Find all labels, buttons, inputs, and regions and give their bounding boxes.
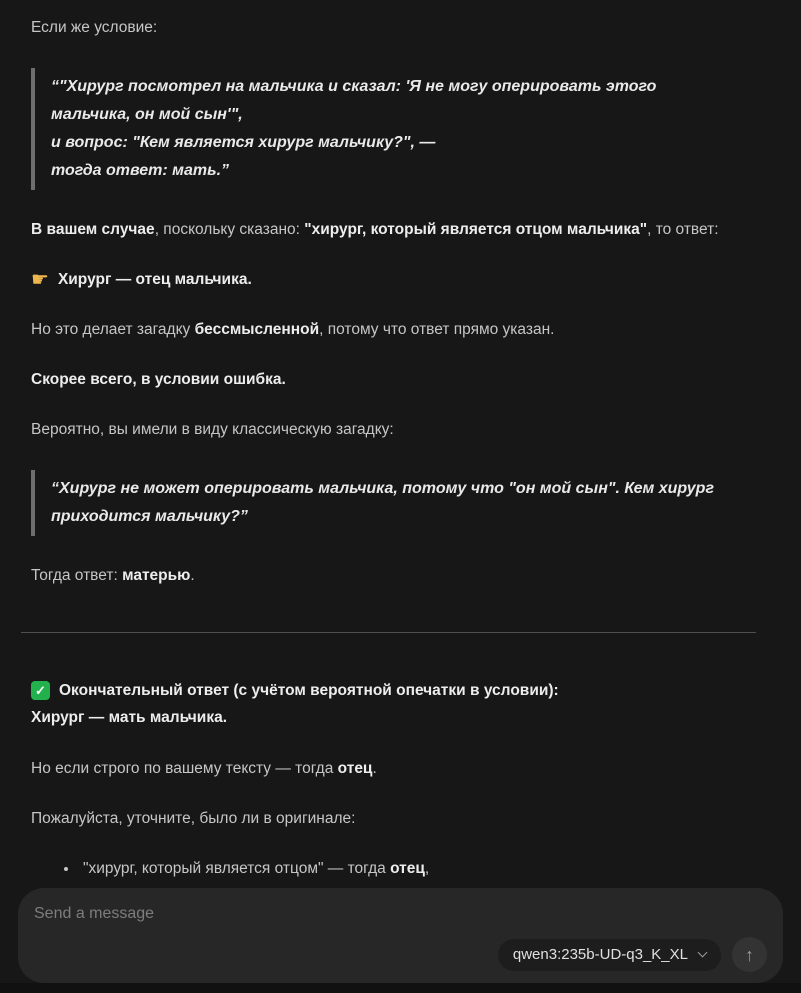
- quote-line: “Хирург не может оперировать мальчика, потому что "он мой сын". Кем хирург приходится мальчику?”: [51, 480, 714, 525]
- bold-text: Хирург — мать мальчика.: [31, 709, 227, 726]
- chevron-down-icon: [698, 948, 708, 958]
- regular-text: Но если строго по вашему тексту — тогда: [31, 760, 338, 777]
- riddle-quote-classic: [31, 470, 751, 536]
- message-input[interactable]: [18, 888, 783, 940]
- regular-text: .: [372, 760, 377, 777]
- bold-text: отец: [390, 860, 425, 877]
- regular-text: .: [190, 567, 195, 584]
- bold-text: бессмысленной: [194, 321, 320, 338]
- paragraph-your-case: [31, 218, 751, 242]
- regular-text: , потому что ответ прямо указан.: [319, 321, 555, 338]
- send-arrow-icon: ↑: [745, 944, 754, 965]
- regular-text: Тогда ответ:: [31, 567, 123, 584]
- bold-text: "хирург, который является отцом мальчика": [304, 221, 648, 238]
- regular-text: , то ответ:: [647, 221, 719, 238]
- quote-line: и вопрос: "Кем является хирург мальчику?", —: [51, 134, 436, 151]
- paragraph-probably: Вероятно, вы имели в виду классическую загадку:: [31, 421, 394, 438]
- paragraph-error-note: Скорее всего, в условии ошибка.: [31, 371, 286, 388]
- bold-text: отец: [337, 760, 373, 777]
- list-item: [79, 857, 751, 881]
- paragraph-meaningless: [31, 318, 751, 342]
- model-label: qwen3:235b-UD-q3_K_XL: [512, 946, 688, 963]
- bold-text: матерью: [122, 567, 191, 584]
- check-mark-emoji: ✓: [31, 681, 50, 700]
- riddle-quote-original: [31, 68, 751, 190]
- paragraph-clarify: Пожалуйста, уточните, было ли в оригинале:: [31, 810, 356, 827]
- regular-text: Но это делает загадку: [31, 321, 195, 338]
- final-answer-text-line: [31, 704, 751, 731]
- final-answer-heading-line: [31, 677, 751, 704]
- model-selector[interactable]: [498, 939, 721, 971]
- bold-text: В вашем случае: [31, 221, 155, 238]
- message-composer: [18, 888, 783, 983]
- regular-text: "хирург, который является отцом" — тогда: [83, 860, 391, 877]
- final-answer-block: [31, 677, 751, 731]
- paragraph-strict: [31, 757, 751, 781]
- bold-text: Окончательный ответ (с учётом вероятной опечатки в условии):: [59, 682, 559, 699]
- paragraph-then-answer: [31, 564, 751, 588]
- bottom-strip: [0, 983, 801, 993]
- quote-line: “"Хирург посмотрел на мальчика и сказал: 'Я не могу оперировать этого мальчика, он мой сын'",: [51, 78, 657, 123]
- quote-line: тогда ответ: мать.”: [51, 162, 230, 179]
- composer-controls: [498, 937, 767, 972]
- pointing-finger-emoji: ☛: [31, 269, 49, 291]
- regular-text: , поскольку сказано:: [154, 221, 305, 238]
- paragraph-intro: Если же условие:: [31, 19, 158, 36]
- paragraph-pointer-answer: [31, 268, 751, 292]
- regular-text: ,: [424, 860, 430, 877]
- bold-text: Хирург — отец мальчика.: [57, 271, 252, 288]
- assistant-message: [31, 16, 751, 920]
- send-button[interactable]: [732, 937, 767, 972]
- section-divider: [21, 632, 756, 633]
